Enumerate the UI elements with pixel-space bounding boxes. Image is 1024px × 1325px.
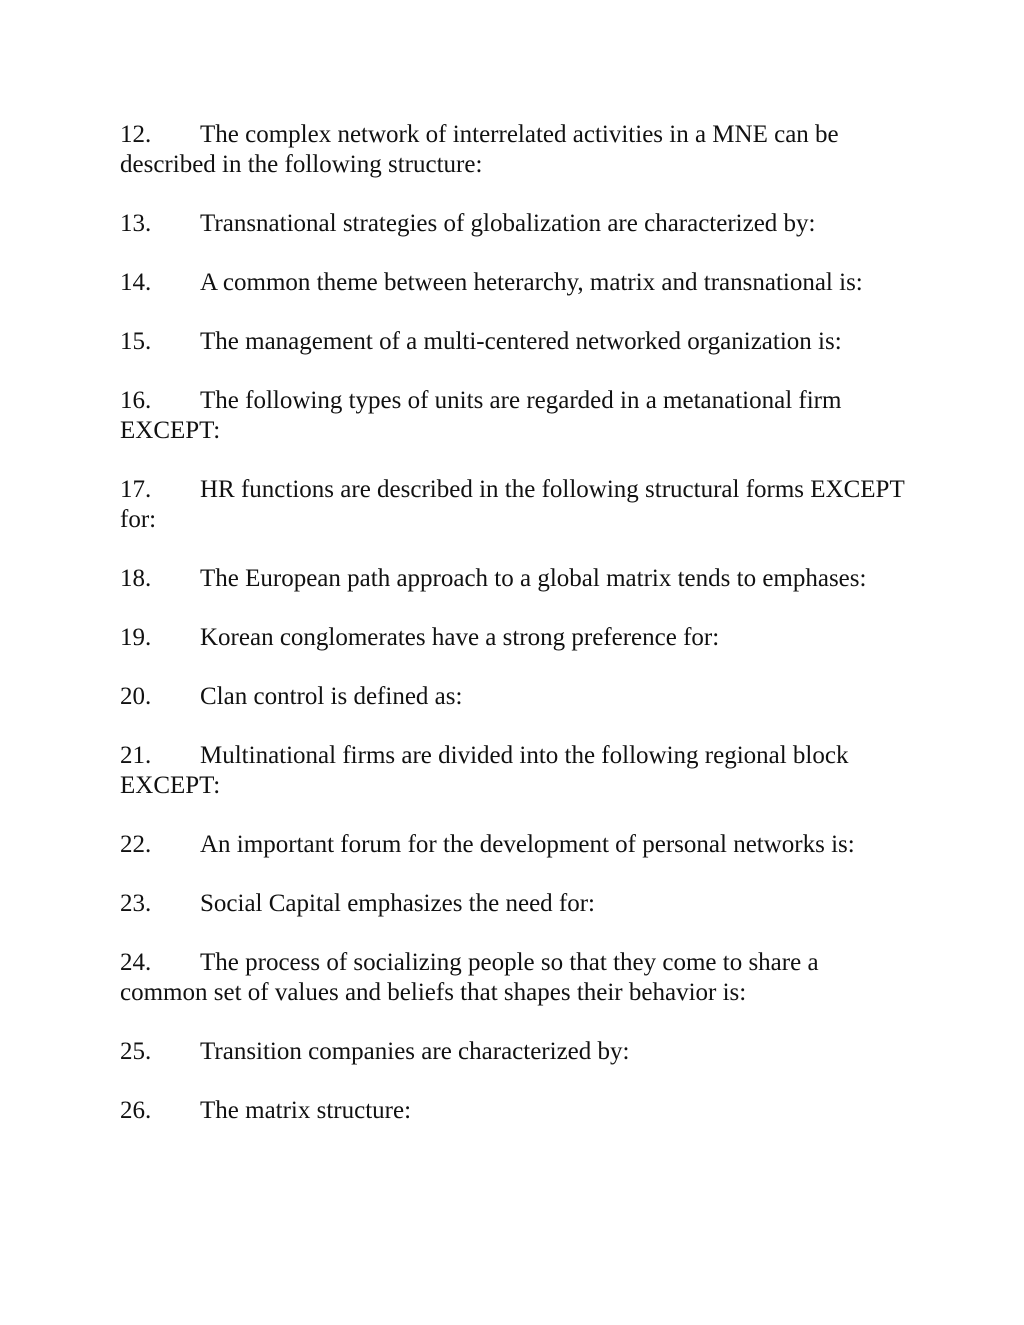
question-number: 21.	[120, 742, 152, 769]
question-number: 18.	[120, 565, 152, 592]
question-number: 14.	[120, 269, 152, 296]
question-item	[120, 1037, 910, 1067]
question-number: 26.	[120, 1097, 152, 1124]
question-item	[120, 889, 910, 919]
question-text: A common theme between heterarchy, matrix and transnational is:	[200, 269, 863, 296]
question-text: The following types of units are regarded in a metanational firm EXCEPT:	[120, 387, 842, 444]
question-text: Multinational firms are divided into the following regional block EXCEPT:	[120, 742, 849, 799]
question-list	[120, 120, 910, 1155]
question-text: HR functions are described in the following structural forms EXCEPT for:	[120, 476, 905, 533]
question-number: 22.	[120, 831, 152, 858]
question-number: 16.	[120, 387, 152, 414]
question-text: An important forum for the development of personal networks is:	[200, 831, 855, 858]
question-item	[120, 1096, 910, 1126]
question-text: The management of a multi-centered networked organization is:	[200, 328, 842, 355]
question-number: 17.	[120, 476, 152, 503]
question-text: Transnational strategies of globalization are characterized by:	[200, 210, 816, 237]
question-item	[120, 268, 910, 298]
question-item	[120, 120, 910, 180]
question-item	[120, 741, 910, 801]
question-text: The complex network of interrelated activities in a MNE can be described in the following structure:	[120, 121, 839, 178]
question-item	[120, 564, 910, 594]
question-number: 12.	[120, 121, 152, 148]
question-item	[120, 830, 910, 860]
question-number: 24.	[120, 949, 152, 976]
question-item	[120, 209, 910, 239]
question-number: 25.	[120, 1038, 152, 1065]
question-number: 13.	[120, 210, 152, 237]
question-text: Transition companies are characterized by:	[200, 1038, 630, 1065]
question-item	[120, 386, 910, 446]
question-item	[120, 682, 910, 712]
question-item	[120, 327, 910, 357]
question-text: Social Capital emphasizes the need for:	[200, 890, 596, 917]
question-text: The matrix structure:	[200, 1097, 412, 1124]
question-text: Clan control is defined as:	[200, 683, 463, 710]
question-number: 15.	[120, 328, 152, 355]
question-text: The process of socializing people so that they come to share a common set of values and beliefs that shapes their behavior is:	[120, 949, 819, 1006]
question-number: 23.	[120, 890, 152, 917]
question-item	[120, 475, 910, 535]
question-item	[120, 623, 910, 653]
question-item	[120, 948, 910, 1008]
question-number: 19.	[120, 624, 152, 651]
question-text: Korean conglomerates have a strong preference for:	[200, 624, 720, 651]
question-number: 20.	[120, 683, 152, 710]
question-text: The European path approach to a global matrix tends to emphases:	[200, 565, 867, 592]
